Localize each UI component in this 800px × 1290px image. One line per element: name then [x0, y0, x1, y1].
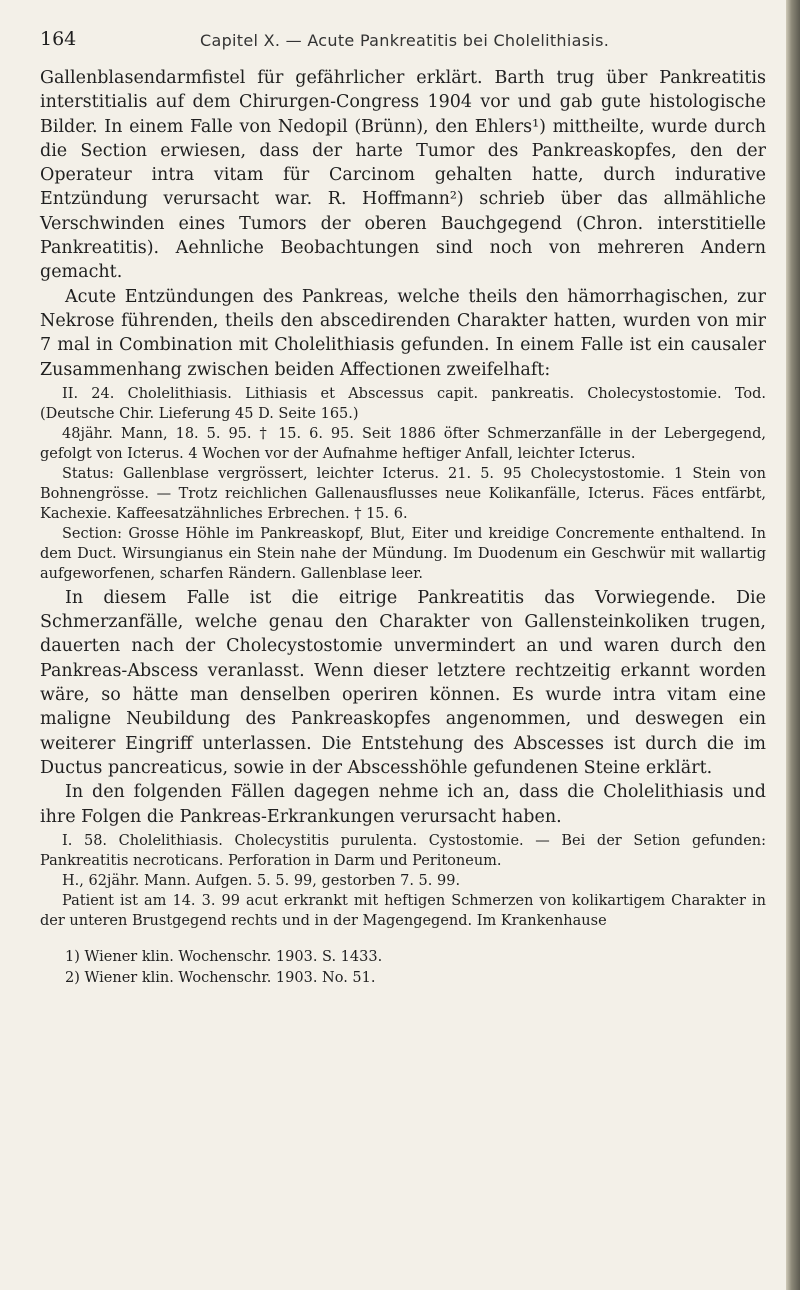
case-1-heading: II. 24. Cholelithiasis. Lithiasis et Abscessus capit. pankreatis. Cholecystostomie. Tod. (Deutsche Chir. Lieferung 45 D. Seite 165.): [40, 385, 766, 422]
case-2-history: H., 62jähr. Mann. Aufgen. 5. 5. 99, gestorben 7. 5. 99.: [62, 872, 461, 889]
footnotes: [40, 947, 766, 989]
case-1-status: Status: Gallenblase vergrössert, leichter Icterus. 21. 5. 95 Cholecystostomie. 1 Stein von Bohnengrösse. — Trotz reichlichen Gallenausflusses neue Kolikanfälle, Icterus. Fäces entfärbt, Kachexie. Kaffeesatzähnliches Erbrechen. † 15. 6.: [40, 465, 766, 522]
body-text: [40, 66, 766, 989]
page-header: [40, 28, 760, 58]
case-1-history: 48jähr. Mann, 18. 5. 95. † 15. 6. 95. Seit 1886 öfter Schmerzanfälle in der Lebergegend, gefolgt von Icterus. 4 Wochen vor der Aufnahme heftiger Anfall, leichter Icterus.: [40, 425, 766, 462]
paragraph-3: In diesem Falle ist die eitrige Pankreatitis das Vorwiegende. Die Schmerzanfälle, welche genau den Charakter von Gallensteinkoliken trugen, dauerten nach der Cholecystostomie unvermindert an und waren durch den Pankreas-Abscess veranlasst. Wenn dieser letztere rechtzeitig erkannt worden wäre, so hätte man denselben operiren können. Es wurde intra vitam eine maligne Neubildung des Pankreaskopfes angenommen, und deswegen ein weiterer Eingriff unterlassen. Die Entstehung des Abscesses ist durch die im Ductus pancreaticus, sowie in der Abscesshöhle gefundenen Steine erklärt.: [40, 587, 766, 778]
footnote-2: 2) Wiener klin. Wochenschr. 1903. No. 51.: [65, 969, 376, 986]
page-edge-shadow: [786, 0, 800, 1290]
footnote-1: 1) Wiener klin. Wochenschr. 1903. S. 1433.: [65, 948, 383, 965]
case-1-section: Section: Grosse Höhle im Pankreaskopf, Blut, Eiter und kreidige Concremente enthaltend. In dem Duct. Wirsungianus ein Stein nahe der Mündung. Im Duodenum ein Geschwür mit wallartig aufgeworfenen, scharfen Rändern. Gallenblase leer.: [40, 525, 766, 582]
page-number: 164: [40, 28, 77, 50]
case-2-patient: Patient ist am 14. 3. 99 acut erkrankt mit heftigen Schmerzen von kolikartigem Charakter in der unteren Brustgegend rechts und in der Magengegend. Im Krankenhause: [40, 892, 766, 929]
paragraph-4: In den folgenden Fällen dagegen nehme ich an, dass die Cholelithiasis und ihre Folgen die Pankreas-Erkrankungen verursacht haben.: [40, 782, 766, 827]
case-2-heading: I. 58. Cholelithiasis. Cholecystitis purulenta. Cystostomie. — Bei der Setion gefunden: Pankreatitis necroticans. Perforation in Darm und Peritoneum.: [40, 832, 766, 869]
paragraph-1: Gallenblasendarmfistel für gefährlicher erklärt. Barth trug über Pankreatitis interstitialis auf dem Chirurgen-Congress 1904 vor und gab gute histologische Bilder. In einem Falle von Nedopil (Brünn), den Ehlers¹) mittheilte, wurde durch die Section erwiesen, dass der harte Tumor des Pankreaskopfes, den der Operateur intra vitam für Carcinom gehalten hatte, durch indurative Entzündung verursacht war. R. Hoffmann²) schrieb über das allmähliche Verschwinden eines Tumors der oberen Bauchgegend (Chron. interstitielle Pankreatitis). Aehnliche Beobachtungen sind noch von mehreren Andern gemacht.: [40, 68, 766, 283]
paragraph-2: Acute Entzündungen des Pankreas, welche theils den hämorrhagischen, zur Nekrose führenden, theils den abscedirenden Charakter hatten, wurden von mir 7 mal in Combination mit Cholelithiasis gefunden. In einem Falle ist ein causaler Zusammenhang zwischen beiden Affectionen zweifelhaft:: [40, 286, 766, 380]
running-title: Capitel X. — Acute Pankreatitis bei Cholelithiasis.: [200, 31, 610, 50]
